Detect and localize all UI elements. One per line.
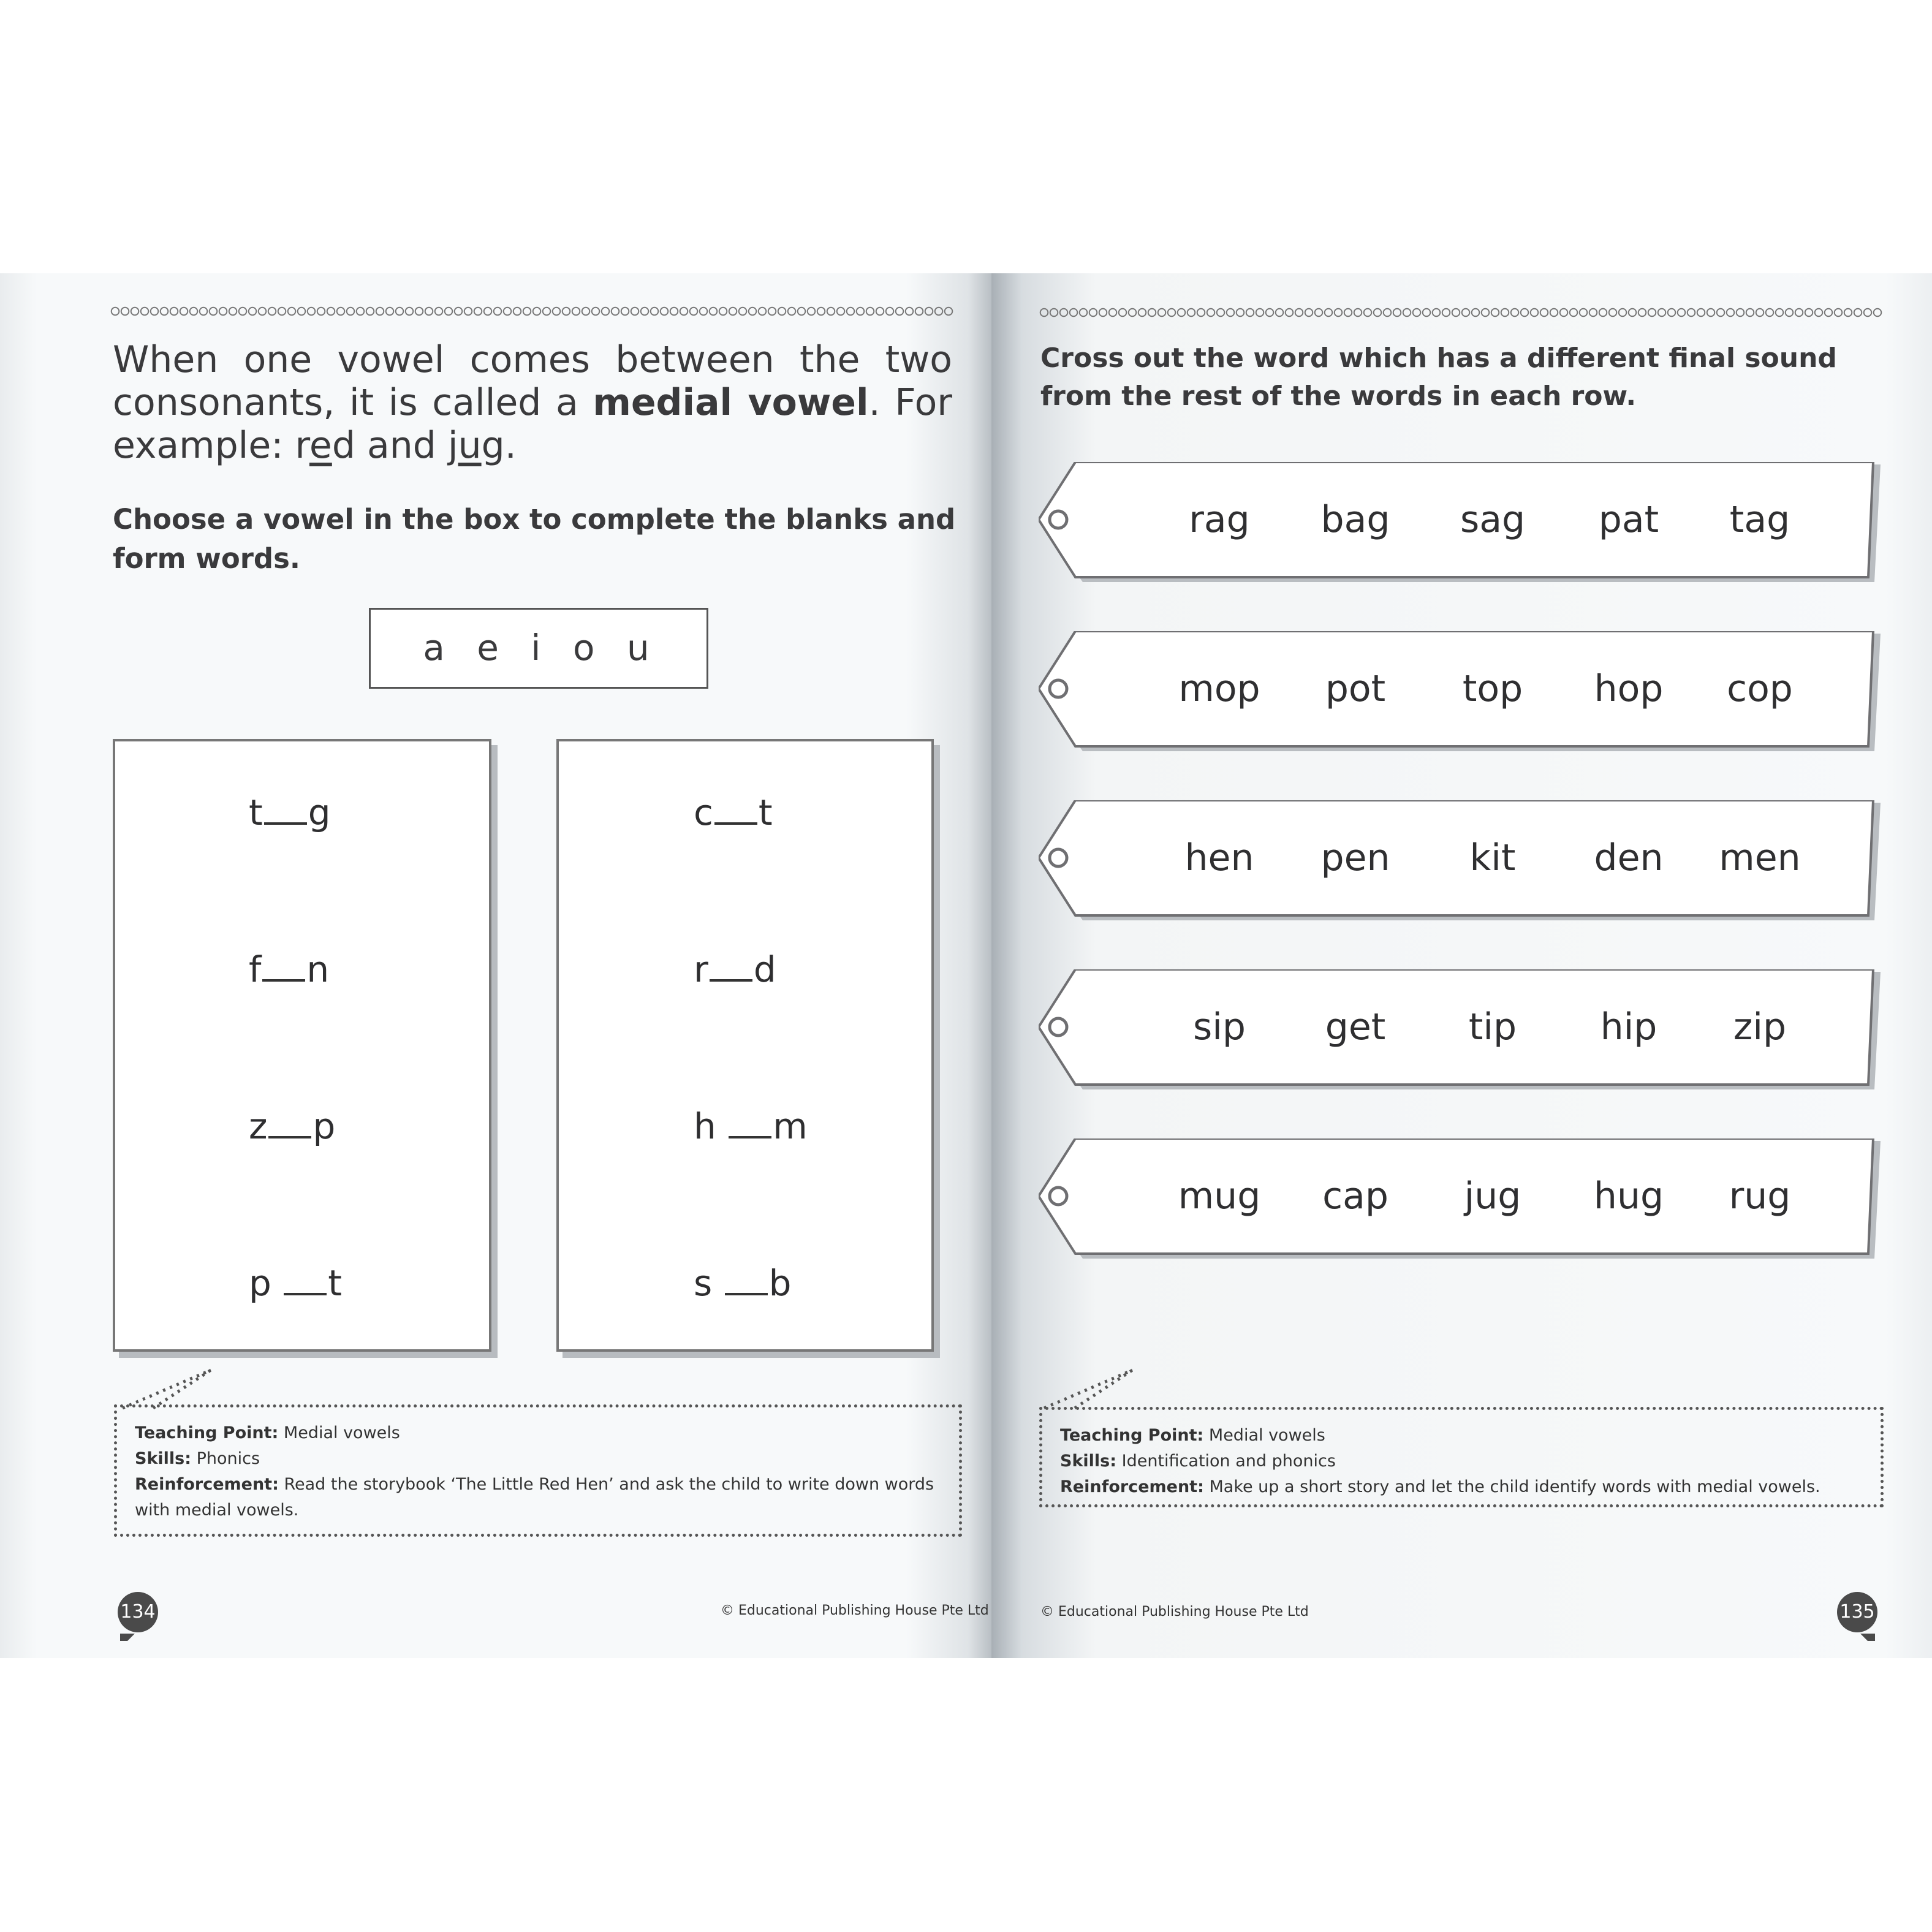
value: Read the storybook ‘The Little Red Hen’ and ask the child to write down words with medial vowels. — [135, 1475, 934, 1520]
tag-word[interactable]: pat — [1598, 498, 1659, 541]
tag-word[interactable]: hop — [1594, 667, 1664, 710]
tag-word[interactable]: cop — [1727, 667, 1793, 710]
word-end: t — [328, 1262, 343, 1304]
tag-word[interactable]: rug — [1729, 1175, 1791, 1218]
blank-word-5 — [694, 792, 773, 833]
blank-word-8 — [694, 1262, 791, 1304]
page-134 — [0, 273, 991, 1658]
page-number-135: 135 — [1837, 1592, 1877, 1632]
skills — [135, 1446, 941, 1472]
left-instruction: Choose a vowel in the box to complete the blanks and form words. — [113, 503, 956, 575]
tag-word[interactable]: men — [1719, 836, 1801, 879]
answer-blank[interactable] — [725, 1287, 768, 1295]
label: Reinforcement: — [1060, 1477, 1204, 1496]
blank-word-2 — [249, 949, 329, 990]
intro-bold-term: medial vowel — [593, 381, 869, 424]
tag-word[interactable]: sip — [1192, 1006, 1246, 1048]
decorative-border-top — [110, 305, 953, 317]
label: Skills: — [135, 1449, 192, 1468]
tag-word[interactable]: sag — [1460, 498, 1526, 541]
answer-blank[interactable] — [710, 973, 752, 982]
word-end: m — [773, 1105, 808, 1147]
tag-word[interactable]: mop — [1178, 667, 1260, 710]
value: Medial vowels — [1203, 1426, 1325, 1445]
label: Teaching Point: — [1060, 1426, 1204, 1445]
answer-blank[interactable] — [729, 1130, 771, 1138]
value: Medial vowels — [278, 1423, 400, 1442]
reinforcement — [1060, 1474, 1863, 1500]
word-end: t — [758, 792, 773, 833]
book-spread — [0, 273, 1932, 1658]
teaching-note-right — [1039, 1407, 1884, 1507]
tag-word[interactable]: top — [1462, 667, 1523, 710]
answer-blank[interactable] — [264, 816, 307, 825]
tag-word[interactable]: tip — [1468, 1006, 1517, 1048]
blank-word-6 — [694, 949, 776, 990]
value: Phonics — [191, 1449, 260, 1468]
value: Make up a short story and let the child identify words with medial vowels. — [1203, 1477, 1820, 1496]
tag-word[interactable]: kit — [1469, 836, 1516, 879]
tag-word[interactable]: hen — [1184, 836, 1254, 879]
tag-word[interactable]: zip — [1733, 1006, 1787, 1048]
answer-blank[interactable] — [262, 973, 305, 982]
copyright-right: © Educational Publishing House Pte Ltd — [1040, 1604, 1309, 1619]
tag-word[interactable]: bag — [1320, 498, 1390, 541]
tag-word[interactable]: cap — [1322, 1175, 1388, 1218]
answer-blank[interactable] — [714, 816, 757, 825]
value: Identification and phonics — [1116, 1452, 1336, 1471]
teaching-point — [135, 1420, 941, 1446]
blank-word-4 — [249, 1262, 342, 1304]
tag-word[interactable]: pot — [1325, 667, 1386, 710]
tag-word[interactable]: hip — [1600, 1006, 1657, 1048]
answer-blank[interactable] — [284, 1287, 327, 1295]
word-start: c — [694, 792, 713, 833]
tag-word[interactable]: hug — [1593, 1175, 1664, 1218]
tag-word[interactable]: get — [1325, 1006, 1386, 1048]
word-start: p — [249, 1262, 283, 1304]
example-jug-vowel: u — [458, 424, 482, 467]
blank-word-3 — [249, 1105, 335, 1147]
word-card-2 — [556, 739, 934, 1352]
tag-word[interactable]: pen — [1320, 836, 1390, 879]
decorative-border-top — [1039, 306, 1882, 319]
blank-word-1 — [249, 792, 331, 833]
intro-text: When one vowel comes between the two consonants, it is called a — [113, 338, 952, 424]
label: Reinforcement: — [135, 1475, 279, 1494]
word-start: f — [249, 949, 262, 990]
answer-blank[interactable] — [268, 1130, 311, 1138]
tag-word[interactable]: rag — [1189, 498, 1250, 541]
label: Teaching Point: — [135, 1423, 279, 1442]
tag-word[interactable]: mug — [1178, 1175, 1261, 1218]
tag-word[interactable]: den — [1594, 836, 1664, 879]
word-start: z — [249, 1105, 268, 1147]
tag-word[interactable]: tag — [1729, 498, 1790, 541]
skills — [1060, 1449, 1863, 1474]
right-instruction: Cross out the word which has a different final sound from the rest of the words in each row. — [1040, 343, 1837, 412]
blank-word-7 — [694, 1105, 808, 1147]
reinforcement — [135, 1472, 941, 1523]
page-number-134: 134 — [118, 1592, 158, 1632]
vowel-box: a e i o u — [369, 608, 708, 689]
teaching-note-left — [114, 1404, 962, 1537]
label: Skills: — [1060, 1452, 1117, 1471]
note-content — [1060, 1423, 1863, 1500]
word-start: s — [694, 1262, 724, 1304]
note-content — [135, 1420, 941, 1523]
intro-example-prefix: . For example: r — [113, 381, 952, 467]
copyright-left: © Educational Publishing House Pte Ltd — [721, 1603, 989, 1618]
word-card-1 — [113, 739, 491, 1352]
note-tail-icon — [1042, 1368, 1134, 1411]
word-end: b — [768, 1262, 792, 1304]
intro-paragraph — [113, 338, 952, 467]
word-start: t — [249, 792, 263, 833]
intro-example-end: g. — [481, 424, 517, 467]
word-start: h — [694, 1105, 728, 1147]
word-start: r — [694, 949, 708, 990]
word-end: d — [753, 949, 776, 990]
word-end: p — [313, 1105, 336, 1147]
word-end: g — [308, 792, 331, 833]
word-end: n — [306, 949, 330, 990]
tag-word[interactable]: jug — [1464, 1175, 1521, 1218]
example-red-vowel: e — [309, 424, 332, 467]
teaching-point — [1060, 1423, 1863, 1449]
intro-example-mid: d and j — [331, 424, 458, 467]
